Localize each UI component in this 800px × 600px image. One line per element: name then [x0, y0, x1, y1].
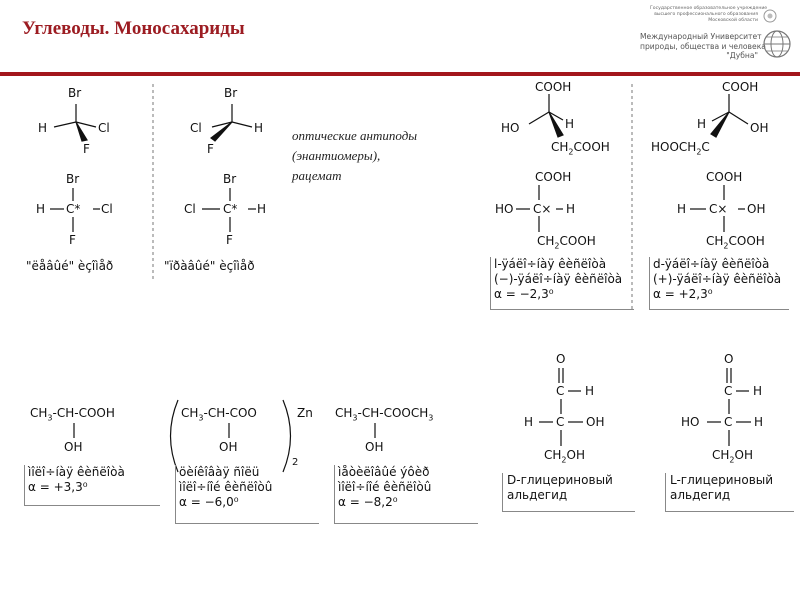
chiral-carbon: C* — [223, 202, 238, 216]
atom-label: H — [697, 117, 707, 131]
slide-title: Углеводы. Моносахариды — [22, 18, 245, 39]
caption-line: α = −2,3⁰ — [494, 287, 554, 301]
group-label: COOH — [535, 170, 572, 184]
atom-label: Cl — [101, 202, 113, 216]
atom-label: F — [83, 142, 90, 156]
note-line: рацемат — [292, 168, 342, 183]
caption-line: α = −6,0⁰ — [179, 495, 239, 509]
logo-line: высшего профессионального образования — [654, 12, 758, 17]
chiral-carbon: C* — [66, 202, 81, 216]
group-label: $CH_3-CH$-COOH — [30, 406, 115, 423]
caption-line: öèíêîâàÿ ñîëü — [179, 465, 260, 479]
logo-name-line: "Дубна" — [726, 51, 758, 60]
atom-label: C — [724, 384, 733, 398]
group-label: OH — [750, 121, 769, 135]
logo-name-line: Международный Университет — [640, 32, 762, 41]
group-label: OH — [747, 202, 766, 216]
atom-label: H — [565, 117, 575, 131]
logo-name-line: природы, общества и человека — [640, 41, 766, 51]
caption-line: альдегид — [670, 488, 731, 502]
atom-label: H — [254, 121, 264, 135]
caption-left-isomer: "ëåâûé" èçîìåð — [26, 259, 114, 273]
logo-line: Государственное образовательное учреждение — [650, 6, 768, 11]
group-label: $CH_2OH$ — [544, 448, 585, 465]
group-label: $CH_2COOH$ — [706, 234, 765, 251]
atom-label: H — [754, 415, 764, 429]
caption-line: L-глицериновый — [670, 473, 774, 487]
group-label: HO — [495, 202, 514, 216]
atom-label: H — [677, 202, 687, 216]
group-label: OH — [586, 415, 605, 429]
group-label: OH — [219, 440, 238, 454]
caption-right-isomer: "ïðàâûé" èçîìåð — [164, 259, 255, 273]
group-label: $CH_2COOH$ — [537, 234, 596, 251]
group-label: $HOOCH_2C$ — [651, 140, 710, 157]
atom-label: Cl — [98, 121, 110, 135]
caption-line: (−)-ÿáëî÷íàÿ êèñëîòà — [494, 272, 623, 286]
caption-line: (+)-ÿáëî÷íàÿ êèñëîòà — [653, 272, 782, 286]
caption-line: ìåòèëîâûé ýôèð — [338, 465, 430, 479]
enantiomer-note — [292, 126, 417, 186]
atom-label: H — [585, 384, 595, 398]
caption-zinc-lactate — [175, 465, 319, 524]
caption-methyl-lactate — [334, 465, 478, 524]
atom-label: H — [257, 202, 267, 216]
group-label: HO — [681, 415, 700, 429]
atom-label: H — [38, 121, 48, 135]
caption-line: ìîëî÷íàÿ êèñëîòà — [28, 465, 125, 479]
atom-label: C — [556, 384, 565, 398]
atom-label: C — [556, 415, 565, 429]
caption-line: ìîëî÷íîé êèñëîòû — [338, 480, 432, 494]
caption-line: ìîëî÷íîé êèñëîòû — [179, 480, 273, 494]
caption-line: D-глицериновый — [507, 473, 613, 487]
group-label: $CH_3-CH-COOCH_3$ — [335, 406, 434, 423]
atom-label: C — [724, 415, 733, 429]
atom-label: F — [69, 233, 76, 247]
atom-label: Br — [223, 172, 237, 186]
group-label: COOH — [722, 80, 759, 94]
caption-line: l-ÿáëî÷íàÿ êèñëîòà — [494, 257, 607, 271]
caption-line: альдегид — [507, 488, 568, 502]
atom-label: Cl — [190, 121, 202, 135]
atom-label: H — [36, 202, 46, 216]
atom-label: H — [753, 384, 763, 398]
atom-label: Cl — [184, 202, 196, 216]
atom-label: Br — [66, 172, 80, 186]
atom-label: H — [524, 415, 534, 429]
caption-l-malic-acid — [490, 257, 634, 310]
atom-label: O — [724, 352, 734, 366]
group-label: $CH_2COOH$ — [551, 140, 610, 157]
atom-label: O — [556, 352, 566, 366]
note-line: (энантиомеры), — [292, 148, 381, 163]
caption-l-glyceraldehyde — [665, 473, 794, 512]
group-label: HO — [501, 121, 520, 135]
caption-line: α = +2,3⁰ — [653, 287, 713, 301]
group-label: OH — [365, 440, 384, 454]
chiral-carbon: C× — [709, 202, 728, 216]
caption-line: d-ÿáëî÷íàÿ êèñëîòà — [653, 257, 770, 271]
atom-label: H — [566, 202, 576, 216]
note-line: оптические антиподы — [292, 128, 418, 143]
caption-d-malic-acid — [649, 257, 789, 310]
atom-label: Br — [68, 86, 82, 100]
group-label: COOH — [706, 170, 743, 184]
caption-d-glyceraldehyde — [502, 473, 635, 512]
group-label: OH — [64, 440, 83, 454]
atom-label: F — [226, 233, 233, 247]
atom-label: F — [207, 142, 214, 156]
subscript: 2 — [292, 457, 299, 468]
group-label: COOH — [535, 80, 572, 94]
atom-label: Br — [224, 86, 238, 100]
group-label: $CH_3-CH$-COO — [181, 406, 257, 423]
logo-line: Московской области — [708, 18, 758, 23]
caption-lactic-acid — [24, 465, 160, 506]
group-label: $CH_2OH$ — [712, 448, 753, 465]
chiral-carbon: C× — [533, 202, 552, 216]
caption-line: α = +3,3⁰ — [28, 480, 88, 494]
atom-label: Zn — [297, 406, 313, 420]
caption-line: α = −8,2⁰ — [338, 495, 398, 509]
